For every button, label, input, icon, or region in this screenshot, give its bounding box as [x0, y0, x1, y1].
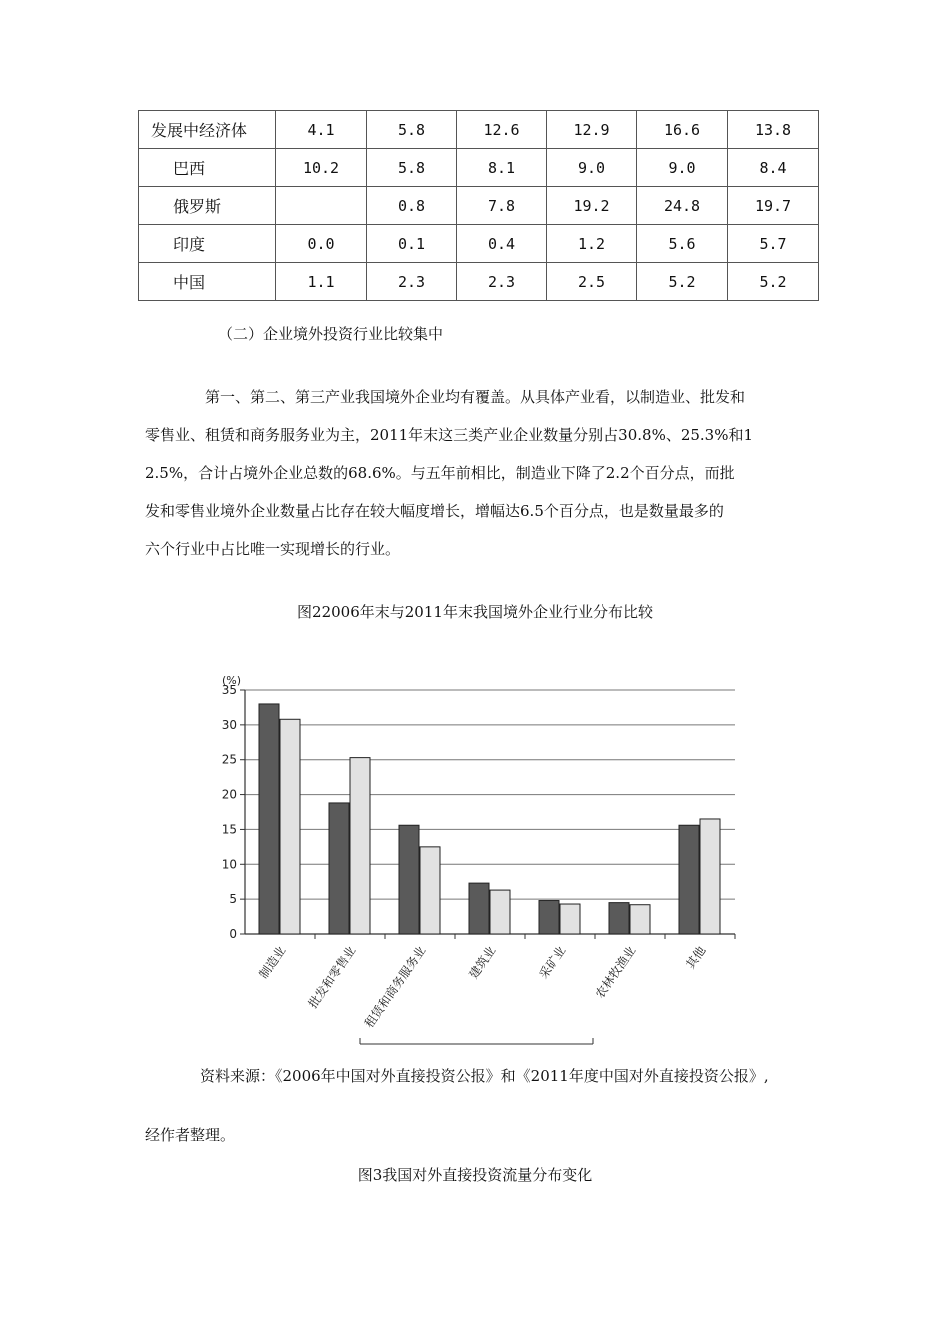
figure-3-caption: 图3我国对外直接投资流量分布变化: [357, 1166, 593, 1184]
industry-distribution-chart: [200, 672, 760, 1057]
bar-2011: [490, 890, 510, 934]
bar-2011: [560, 904, 580, 934]
y-tick-label: 5: [229, 892, 237, 907]
source-note: 资料来源：《2006年中国对外直接投资公报》和《2011年度中国对外直接投资公报》,: [200, 1067, 769, 1085]
author-note: 经作者整理。: [145, 1126, 236, 1144]
row-label: 发展中经济体: [139, 111, 276, 149]
table-cell: 0.4: [457, 225, 547, 263]
row-label: 巴西: [139, 149, 276, 187]
x-category-label: 批发和零售业: [305, 943, 359, 1011]
x-category-label: 制造业: [256, 943, 289, 982]
table-cell: 2.3: [457, 263, 547, 301]
paragraph-line: 六个行业中占比唯一实现增长的行业。: [145, 540, 401, 558]
table-cell: 7.8: [457, 187, 547, 225]
x-category-label: 采矿业: [536, 943, 569, 982]
row-label: 印度: [139, 225, 276, 263]
y-tick-label: 15: [221, 822, 237, 837]
y-tick-label: 30: [221, 717, 237, 732]
table-cell: 0.0: [276, 225, 367, 263]
table-row: [139, 111, 819, 149]
table-cell: 0.8: [367, 187, 457, 225]
bar-2011: [280, 719, 300, 934]
table-cell: 0.1: [367, 225, 457, 263]
table-cell: 9.0: [637, 149, 728, 187]
paragraph-line: 零售业、租赁和商务服务业为主，2011年末这三类产业企业数量分别占30.8%、25.3%和1: [145, 426, 754, 444]
bar-2006: [329, 803, 349, 934]
table-cell: 8.1: [457, 149, 547, 187]
paragraph-line: 2.5%，合计占境外企业总数的68.6%。与五年前相比，制造业下降了2.2个百分点，而批: [145, 464, 735, 482]
bar-2006: [259, 704, 279, 934]
table-row: [139, 263, 819, 301]
table-cell: 2.3: [367, 263, 457, 301]
x-category-label: 建筑业: [466, 943, 499, 982]
table-row: [139, 225, 819, 263]
y-tick-label: 0: [229, 927, 237, 941]
bar-2006: [609, 903, 629, 934]
section-heading: （二）企业境外投资行业比较集中: [218, 325, 444, 343]
table-cell: 19.7: [728, 187, 819, 225]
table-cell: 5.8: [367, 149, 457, 187]
table-cell: 12.9: [547, 111, 637, 149]
x-category-label: 农林牧渔业: [592, 943, 639, 1001]
table-cell: 12.6: [457, 111, 547, 149]
table-cell: 5.7: [728, 225, 819, 263]
x-category-label: 其他: [683, 943, 709, 972]
table-cell: 5.2: [728, 263, 819, 301]
table-cell: 2.5: [547, 263, 637, 301]
table-cell: 10.2: [276, 149, 367, 187]
row-label: 俄罗斯: [139, 187, 276, 225]
y-tick-label: 10: [221, 857, 237, 872]
bar-2006: [539, 901, 559, 934]
table-cell: [276, 187, 367, 225]
table-cell: 1.1: [276, 263, 367, 301]
table-cell: 19.2: [547, 187, 637, 225]
bar-2011: [350, 758, 370, 934]
table-cell: 9.0: [547, 149, 637, 187]
y-tick-label: 25: [221, 752, 237, 767]
bar-2006: [469, 883, 489, 934]
table-cell: 13.8: [728, 111, 819, 149]
table-cell: 1.2: [547, 225, 637, 263]
table-cell: 16.6: [637, 111, 728, 149]
paragraph-line: 第一、第二、第三产业我国境外企业均有覆盖。从具体产业看，以制造业、批发和: [205, 388, 746, 406]
table-cell: 4.1: [276, 111, 367, 149]
economies-data-table: [138, 110, 819, 301]
bar-2006: [679, 825, 699, 934]
table-cell: 8.4: [728, 149, 819, 187]
table-cell: 5.8: [367, 111, 457, 149]
table-row: [139, 187, 819, 225]
row-label: 中国: [139, 263, 276, 301]
y-unit-label: (%): [222, 674, 242, 687]
bar-2006: [399, 825, 419, 934]
y-tick-label: 35: [221, 683, 237, 697]
table-cell: 5.6: [637, 225, 728, 263]
bar-2011: [700, 819, 720, 934]
paragraph-line: 发和零售业境外企业数量占比存在较大幅度增长，增幅达6.5个百分点，也是数量最多的: [145, 502, 724, 520]
table-cell: 5.2: [637, 263, 728, 301]
y-tick-label: 20: [221, 787, 237, 802]
x-category-label: 租赁和商务服务业: [361, 943, 429, 1031]
bar-2011: [630, 905, 650, 934]
figure-2-caption: 图22006年末与2011年末我国境外企业行业分布比较: [297, 603, 653, 621]
bar-2011: [420, 847, 440, 934]
table-row: [139, 149, 819, 187]
table-cell: 24.8: [637, 187, 728, 225]
